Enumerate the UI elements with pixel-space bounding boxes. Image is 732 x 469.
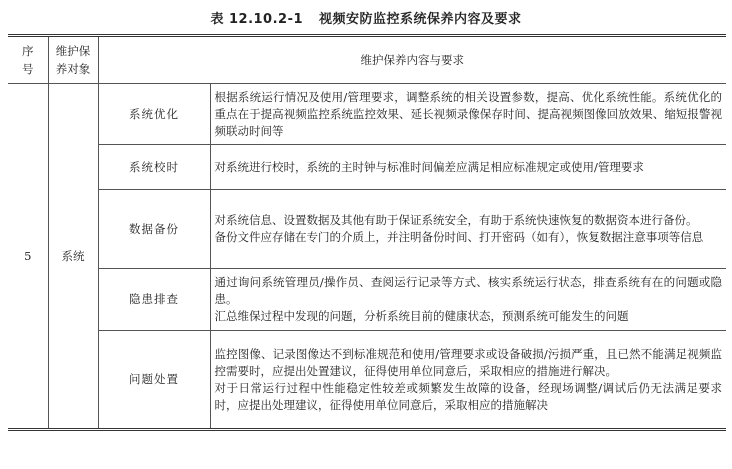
content-paragraph: 监控图像、记录图像达不到标准规范和使用/管理要求或设备破损/污损严重，且已然不能满足视频监控需要时，应提出处置建议，征得使用单位同意后，采取相应的措施进行解决。 [214,346,722,378]
item-name: 隐患排查 [98,269,210,331]
content-paragraph: 汇总维保过程中发现的问题，分析系统目前的健康状态，预测系统可能发生的问题 [214,309,629,323]
content-paragraph: 通过询问系统管理员/操作员、查阅运行记录等方式、核实系统运行状态，排查系统有在的问题或隐患。 [214,275,722,306]
content-paragraph: 对系统进行校时，系统的主时钟与标准时间偏差应满足相应标准规定或使用/管理要求 [214,159,644,174]
seq-cell: 5 [8,84,48,430]
table-row [8,190,726,269]
maintenance-table [8,34,726,431]
content-paragraph: 备份文件应存储在专门的介质上，并注明备份时间、打开密码（如有），恢复数据注意事项等信息 [214,230,704,244]
item-content [210,269,726,331]
item-name: 系统优化 [98,84,210,145]
object-cell: 系统 [48,84,98,430]
content-paragraph: 对系统信息、设置数据及其他有助于保证系统安全，有助于系统快速恢复的数据资本进行备份。 [214,213,698,227]
header-seq: 序 号 [8,36,48,84]
item-content [210,84,726,145]
item-name: 问题处置 [98,331,210,430]
item-content [210,331,726,430]
header-object: 维护保 养对象 [48,36,98,84]
table-row [8,145,726,190]
header-row [8,36,726,84]
content-paragraph: 根据系统运行情况及使用/管理要求，调整系统的相关设置参数，提高、优化系统性能。系统优化的重点在于提高视频监控系统监控效果、延长视频录像保存时间、提高视频图像回放效果、缩短报警视频联动时间等 [214,89,722,138]
table-title: 视频安防监控系统保养内容及要求 [319,12,522,27]
item-name: 系统校时 [98,145,210,190]
table-row [8,269,726,331]
content-paragraph: 对于日常运行过程中性能稳定性较差或频繁发生故障的设备，经现场调整/调试后仍无法满足要求时，应提出处理建议，征得使用单位同意后，采取相应的措施解决 [214,380,722,412]
item-name: 数据备份 [98,190,210,269]
item-content [210,190,726,269]
header-content: 维护保养内容与要求 [98,36,726,84]
item-content [210,145,726,190]
table-row [8,331,726,430]
table-caption [0,8,732,27]
table-row [8,84,726,145]
table-number: 表 12.10.2-1 [210,12,304,27]
